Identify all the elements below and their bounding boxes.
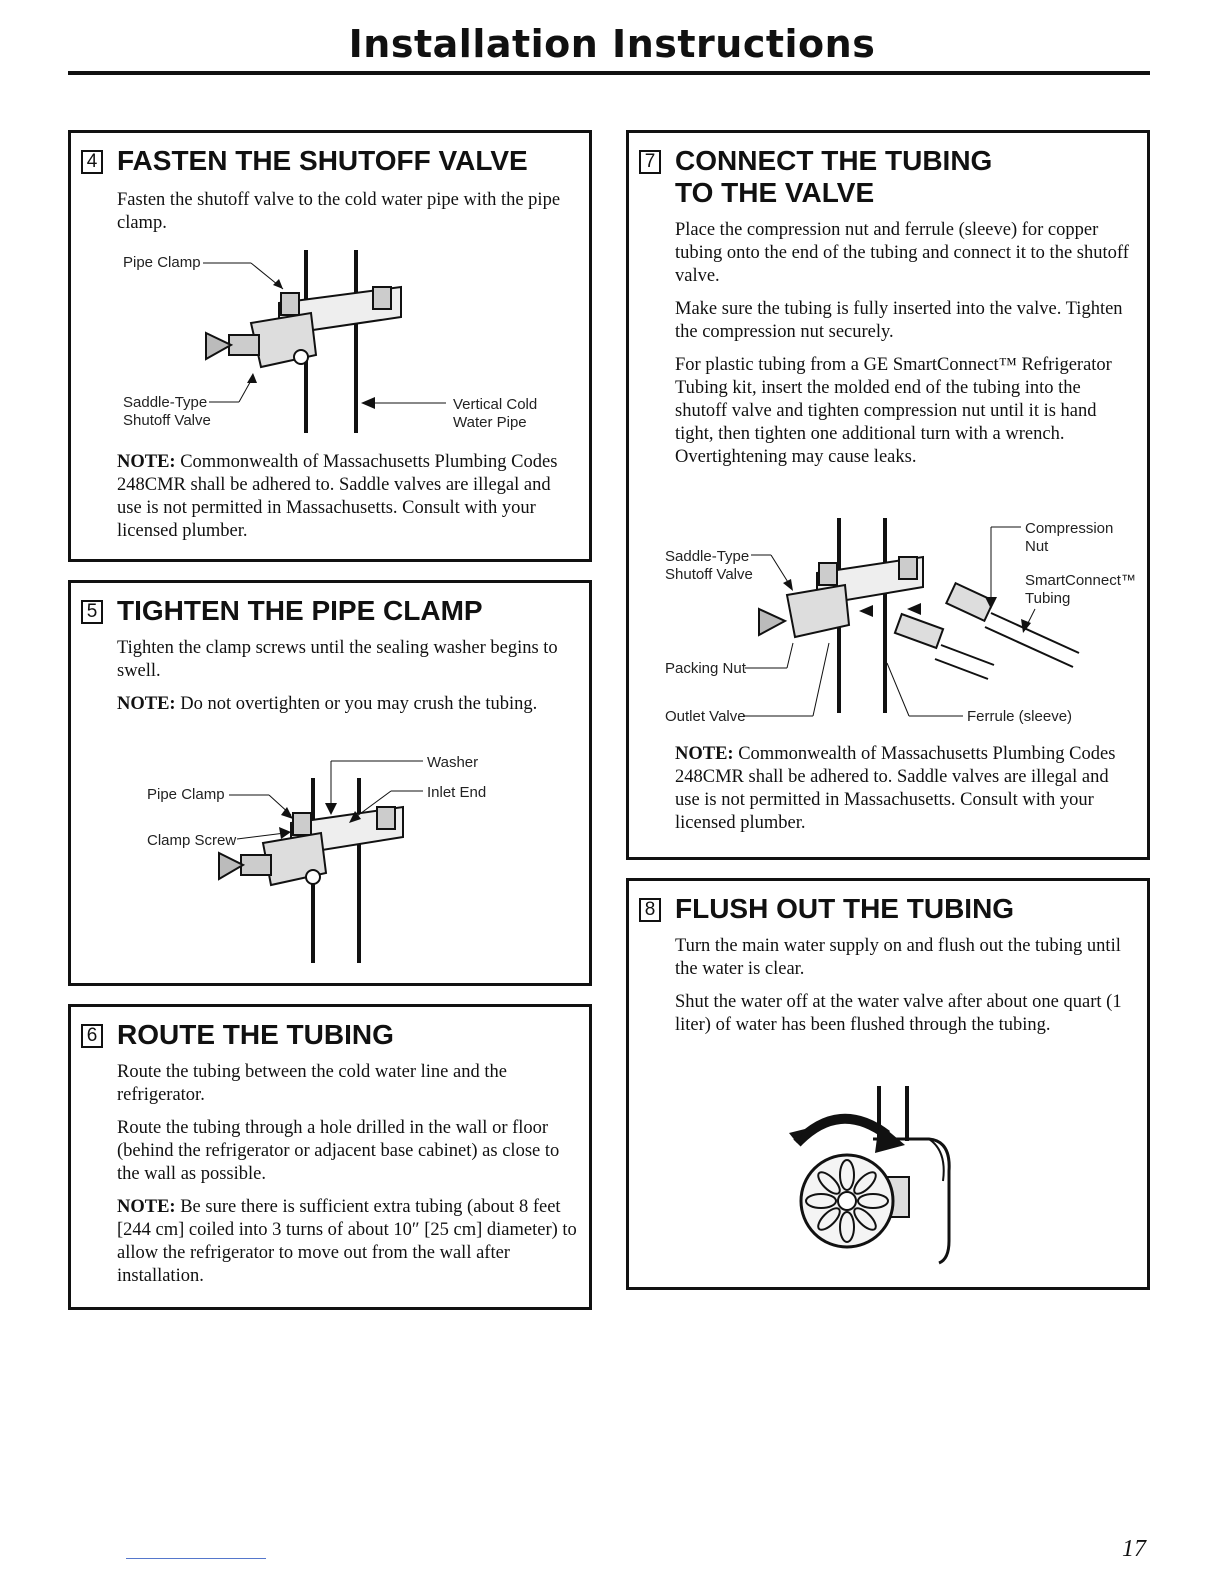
label-water-pipe: Water Pipe <box>453 414 527 431</box>
step-7-note-text: Commonwealth of Massachusetts Plumbing Codes 248CMR shall be adhered to. Saddle valves are illegal and use is not permitted in Massachusetts. Consult with your licensed plumber. <box>675 744 1116 833</box>
step-7-panel <box>626 130 1150 860</box>
tubing-connection-diagram <box>659 513 1139 733</box>
step-7-body <box>675 219 1137 479</box>
step-8-title: FLUSH OUT THE TUBING <box>675 893 1015 924</box>
step-7-title-line-1: CONNECT THE TUBING <box>675 145 993 176</box>
step-7-text-3: For plastic tubing from a GE SmartConnect™ Refrigerator Tubing kit, insert the molded end of the tubing into the shutoff valve and tighten compression nut until it is hand tight, then tighten one additional turn with a wrench. Overtightening may cause leaks. <box>675 355 1112 467</box>
label-pipe-clamp: Pipe Clamp <box>123 254 201 271</box>
step-7-title-line-2: TO THE VALVE <box>675 177 875 208</box>
step-6-number: 6 <box>81 1024 103 1048</box>
step-5-text: Tighten the clamp screws until the sealing washer begins to swell. <box>117 638 558 681</box>
label-nut: Nut <box>1025 538 1049 555</box>
label-smartconnect: SmartConnect™ <box>1025 572 1136 589</box>
step-5-title: TIGHTEN THE PIPE CLAMP <box>117 595 483 626</box>
step-7-text-1: Place the compression nut and ferrule (sleeve) for copper tubing onto the end of the tubing and connect it to the shutoff valve. <box>675 220 1129 286</box>
label-shutoff-valve-7: Shutoff Valve <box>665 566 753 583</box>
step-5-number: 5 <box>81 600 103 624</box>
step-5-note-label: NOTE: <box>117 694 176 714</box>
label-inlet-end: Inlet End <box>427 784 487 801</box>
pipe-clamp-diagram <box>141 743 581 973</box>
label-packing-nut: Packing Nut <box>665 660 746 677</box>
valve-handle-wheel <box>801 1155 893 1247</box>
label-saddle-type-7: Saddle-Type <box>665 548 750 565</box>
step-8-text-2: Shut the water off at the water valve after about one quart (1 liter) of water has been flushed through the tubing. <box>675 992 1122 1035</box>
step-6-text-1: Route the tubing between the cold water line and the refrigerator. <box>117 1062 507 1105</box>
label-saddle-type: Saddle-Type <box>123 394 208 411</box>
step-4-note-text: Commonwealth of Massachusetts Plumbing Codes 248CMR shall be adhered to. Saddle valves are illegal and use is not permitted in Massachusetts. Consult with your licensed plumber. <box>117 452 558 541</box>
label-pipe-clamp-5: Pipe Clamp <box>147 786 225 803</box>
water-valve-handle-diagram <box>779 1081 999 1271</box>
label-shutoff-valve: Shutoff Valve <box>123 412 211 429</box>
step-6-heading <box>81 1019 394 1051</box>
step-4-text: Fasten the shutoff valve to the cold water pipe with the pipe clamp. <box>117 190 561 233</box>
label-outlet-valve: Outlet Valve <box>665 708 746 725</box>
step-5-heading <box>81 595 483 627</box>
step-4-note <box>117 451 579 553</box>
step-4-note-label: NOTE: <box>117 452 176 472</box>
step-7-number: 7 <box>639 150 661 174</box>
step-8-heading <box>639 893 1014 925</box>
label-vertical-cold: Vertical Cold <box>453 396 538 413</box>
step-5-body <box>117 637 579 726</box>
step-7-text-2: Make sure the tubing is fully inserted into the valve. Tighten the compression nut securely. <box>675 299 1123 342</box>
step-8-body <box>675 935 1137 1047</box>
footer-link-line <box>126 1558 266 1559</box>
step-5-panel <box>68 580 592 986</box>
label-ferrule: Ferrule (sleeve) <box>967 708 1073 725</box>
step-6-title: ROUTE THE TUBING <box>117 1019 394 1050</box>
step-4-panel <box>68 130 592 562</box>
step-6-text-2: Route the tubing through a hole drilled in the wall or floor (behind the refrigerator or adjacent base cabinet) as close to the wall as possible. <box>117 1118 560 1184</box>
label-compression: Compression <box>1025 520 1114 537</box>
step-5-note-text: Do not overtighten or you may crush the tubing. <box>175 694 538 714</box>
step-4-number: 4 <box>81 150 103 174</box>
step-4-title: FASTEN THE SHUTOFF VALVE <box>117 145 528 176</box>
step-4-intro <box>117 189 579 245</box>
step-7-title <box>675 145 992 209</box>
step-8-text-1: Turn the main water supply on and flush out the tubing until the water is clear. <box>675 936 1121 979</box>
step-8-number: 8 <box>639 898 661 922</box>
step-7-heading <box>639 145 992 209</box>
step-7-note <box>675 743 1137 845</box>
label-washer: Washer <box>427 754 479 771</box>
page-number: 17 <box>1122 1536 1146 1562</box>
label-clamp-screw: Clamp Screw <box>147 832 237 849</box>
step-7-note-label: NOTE: <box>675 744 734 764</box>
page-title: Installation Instructions <box>348 22 876 66</box>
title-rule <box>68 71 1150 75</box>
step-6-panel <box>68 1004 592 1310</box>
step-8-panel <box>626 878 1150 1290</box>
step-4-heading <box>81 145 528 177</box>
compression-nut-and-tube <box>895 614 994 679</box>
step-6-note-text: Be sure there is sufficient extra tubing (about 8 feet [244 cm] coiled into 3 turns of about 10″ [25 cm] diameter) to allow the refrigerator to move out from the wall after installation. <box>117 1197 577 1286</box>
step-6-note-label: NOTE: <box>117 1197 176 1217</box>
label-tubing: Tubing <box>1025 590 1071 607</box>
step-6-body <box>117 1061 579 1298</box>
saddle-valve-diagram <box>111 245 581 445</box>
